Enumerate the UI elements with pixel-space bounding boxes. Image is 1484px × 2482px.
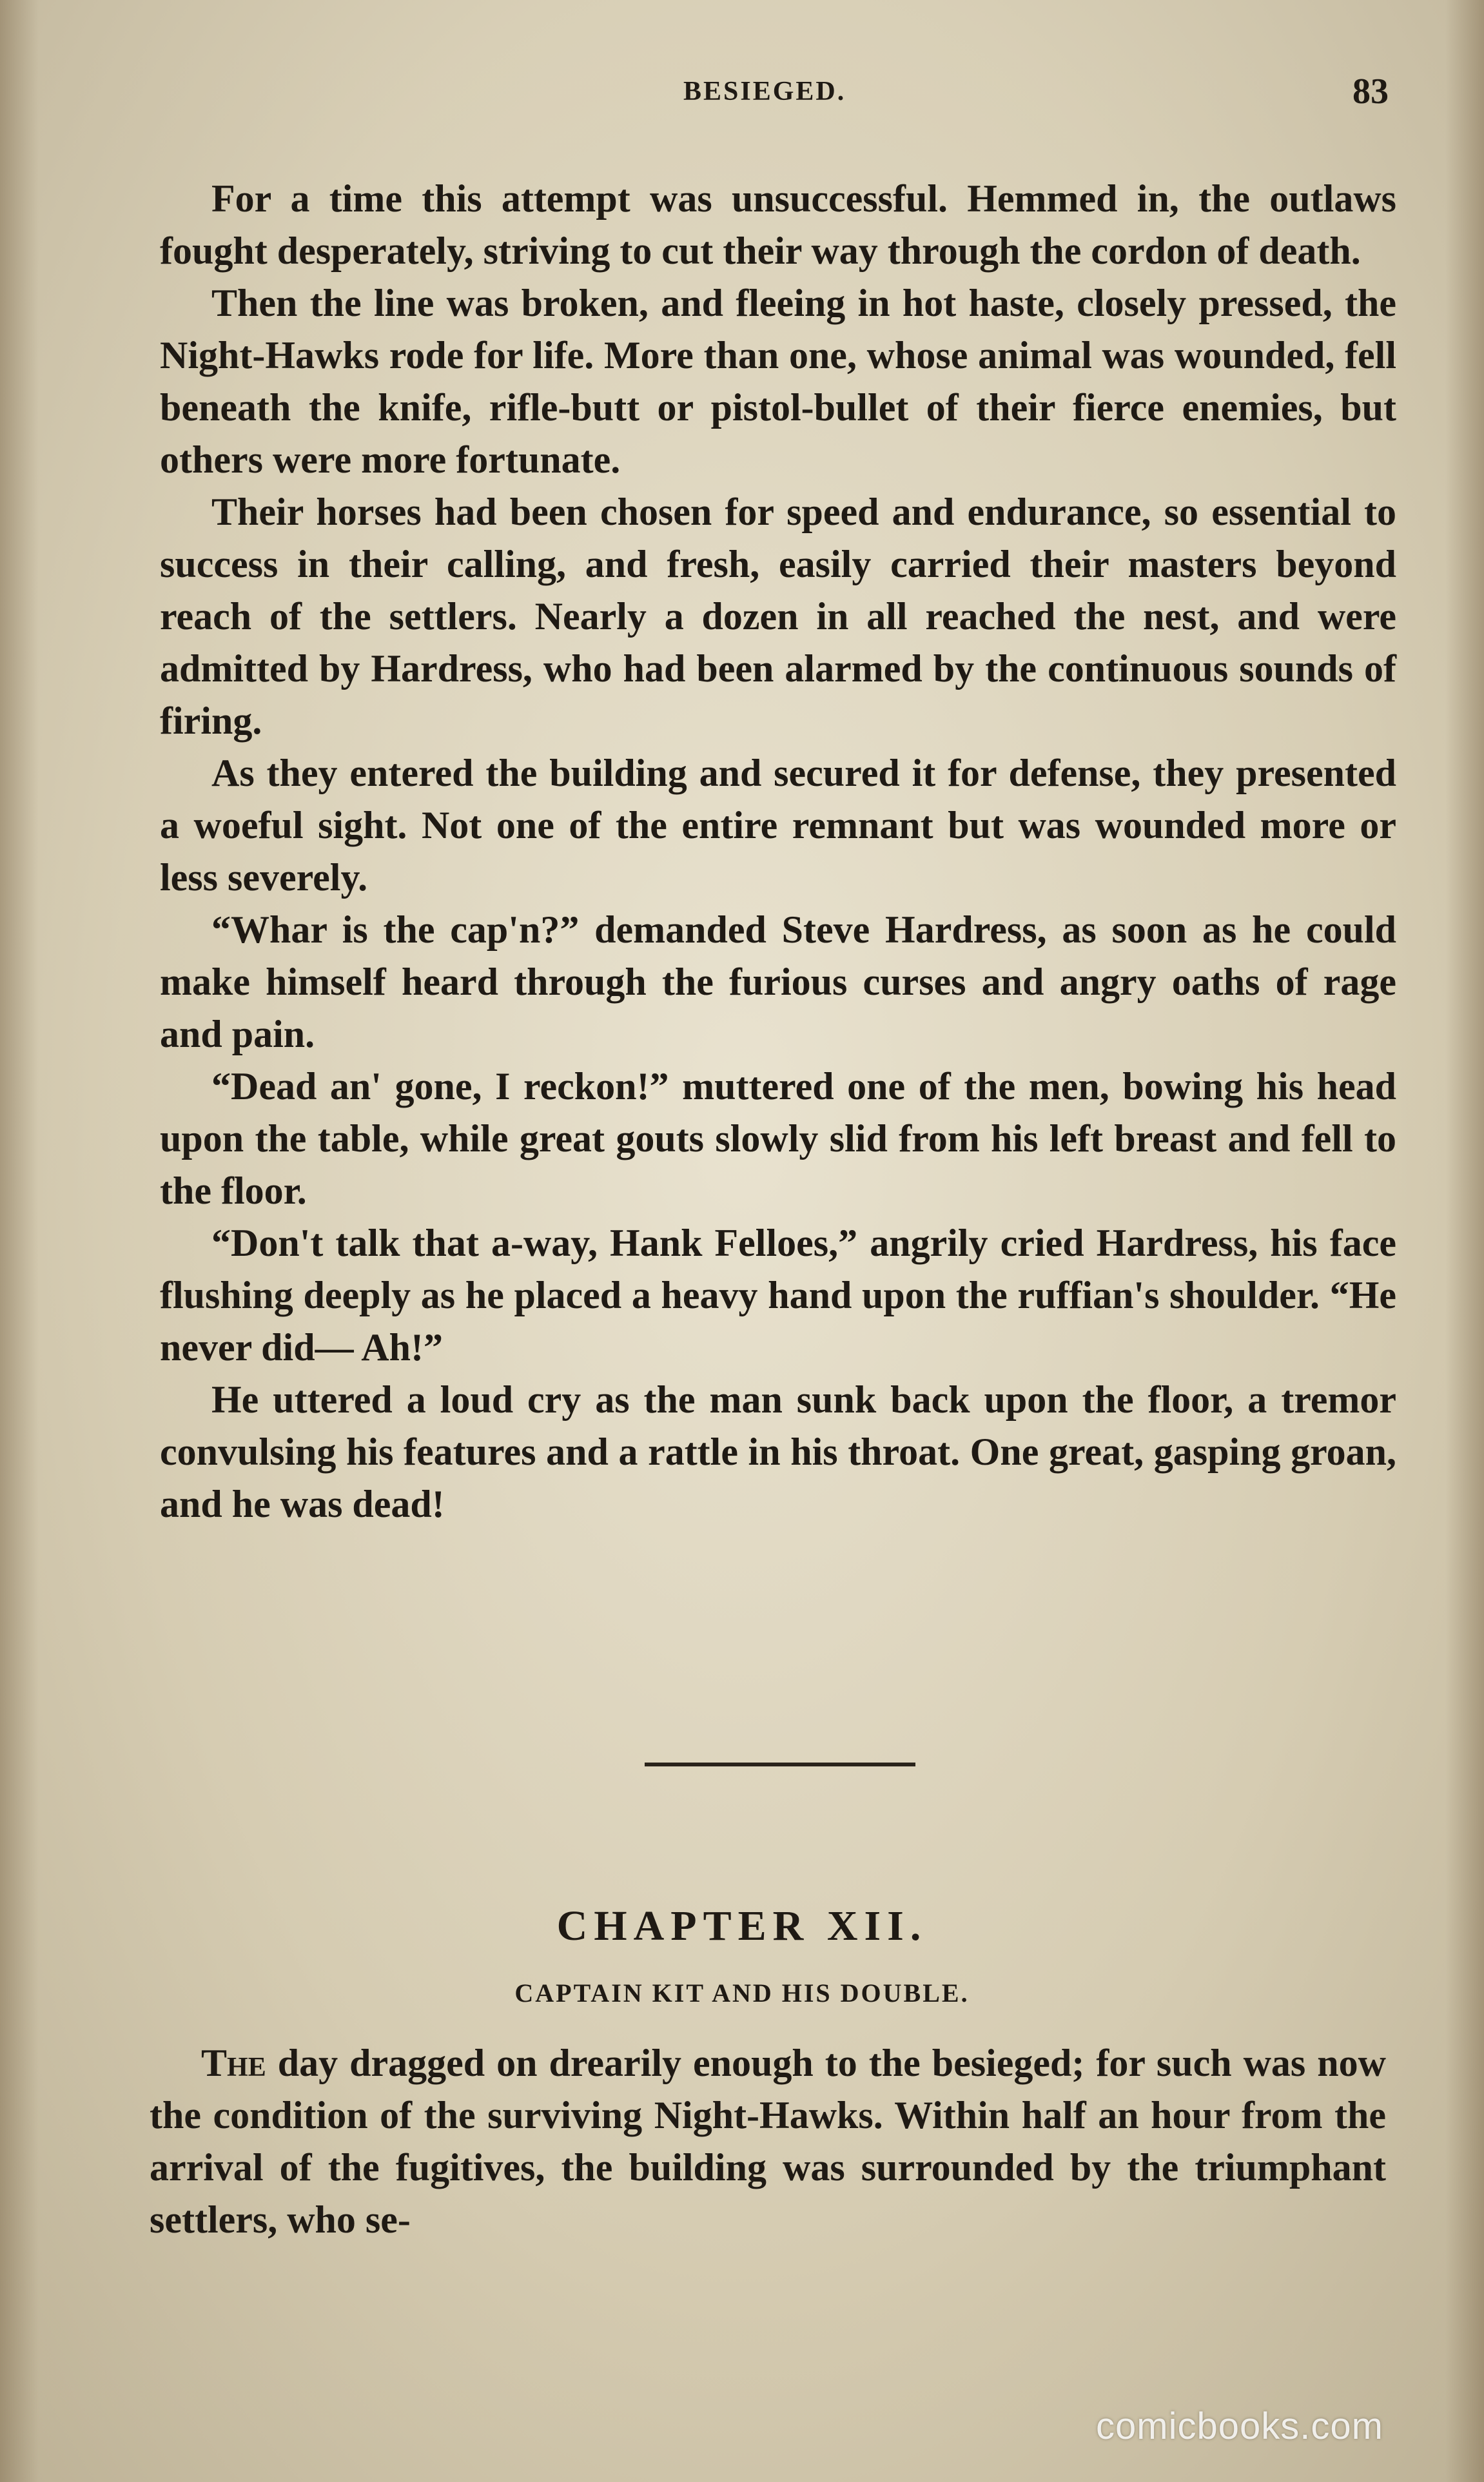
paragraph: As they entered the building and secured it for defense, they presented a woeful sight. Not one of the entire remnant but was wounded more or less severely. bbox=[160, 752, 1396, 899]
page-number: 83 bbox=[1352, 72, 1389, 112]
paragraph: “Don't talk that a-way, Hank Felloes,” angrily cried Hardress, his face flushing deeply as he placed a heavy hand upon the ruffian's shoulder. “He never did— Ah!” bbox=[160, 1222, 1396, 1369]
body-text bbox=[160, 173, 1396, 1530]
chapter-opening-paragraph bbox=[150, 2037, 1386, 2246]
running-head: BESIEGED. bbox=[683, 77, 846, 106]
page-edge-shadow-right bbox=[1445, 0, 1484, 2482]
paragraph: Then the line was broken, and fleeing in hot haste, closely pressed, the Night-Hawks rode for life. More than one, whose animal was wounded, fell beneath the knife, rifle-butt or pistol-bullet of their fierce enemies, but others were more fortunate. bbox=[160, 282, 1396, 481]
section-divider-rule bbox=[645, 1763, 915, 1766]
chapter-body-text bbox=[150, 2037, 1386, 2246]
page-edge-shadow-left bbox=[0, 0, 39, 2482]
chapter-title: CHAPTER XII. bbox=[556, 1902, 928, 1949]
opening-word: The bbox=[201, 2042, 266, 2084]
opening-paragraph-text: day dragged on drearily enough to the besieged; for such was now the condition of the surviving Night-Hawks. Within half an hour from the arrival of the fugitives, the building was surrounded by the triumphant settlers, who se- bbox=[150, 2042, 1386, 2241]
paragraph: Their horses had been chosen for speed and endurance, so essential to success in their calling, and fresh, easily carried their masters beyond reach of the settlers. Nearly a dozen in all reached the nest, and were admitted by Hardress, who had been alarmed by the continuous sounds of firing. bbox=[160, 491, 1396, 742]
paragraph: “Whar is the cap'n?” demanded Steve Hardress, as soon as he could make himself heard through the furious curses and angry oaths of rage and pain. bbox=[160, 908, 1396, 1055]
paragraph: For a time this attempt was unsuccessful. Hemmed in, the outlaws fought desperately, striving to cut their way through the cordon of death. bbox=[160, 177, 1396, 272]
watermark: comicbooks.com bbox=[1096, 2405, 1383, 2447]
paragraph: “Dead an' gone, I reckon!” muttered one of the men, bowing his head upon the table, while great gouts slowly slid from his left breast and fell to the floor. bbox=[160, 1065, 1396, 1212]
paragraph: He uttered a loud cry as the man sunk back upon the floor, a tremor convulsing his features and a rattle in his throat. One great, gasping groan, and he was dead! bbox=[160, 1378, 1396, 1525]
chapter-subtitle: CAPTAIN KIT AND HIS DOUBLE. bbox=[514, 1979, 970, 2008]
